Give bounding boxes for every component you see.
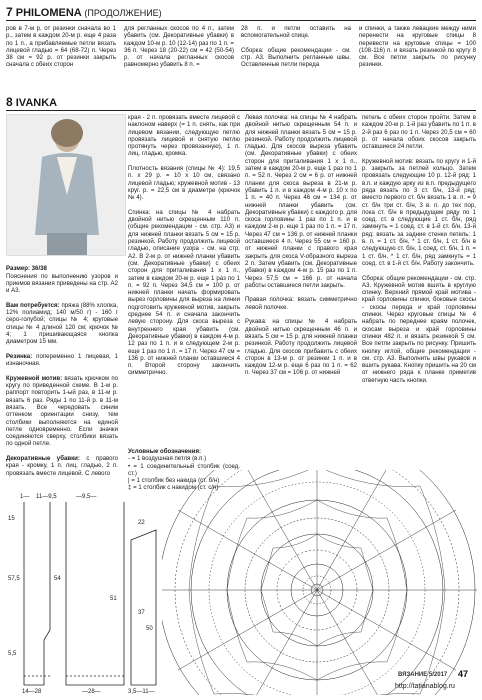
lace-text: вязать крючком по кругу по приведенной схеме. В 1-м р. раппорт повторить 1-ый раз, в 11-м р. вязать 6 раз. Ряды 1 по 11-й р. в 11-м вязать. Все чередовать синим оттенком ориентации снизу, тем столбики выполняются на единой петле одновременно. Если значки соединяются сверху, столбики вязать по одной петле. [6,374,118,448]
dec-text: с правого края - кромку, 1 п. лиц. гладью, 2 п. провязать вместе лицевой. С левого [6,455,118,477]
model-photo [6,114,126,256]
section-header-ivanka [6,96,57,109]
source-watermark[interactable]: http://tatianablog.ru [395,683,455,690]
pattern-schematic [6,490,166,695]
legend-item: | = 1 столбик без накида (ст. б/н) [128,477,220,485]
legend-heading: Условные обозначения: [128,448,202,455]
philomena-text-4: и спинки, а также левацкие между ними перенести на круговые спицы 8 перевести на круговые спицы = 100 (108-116) п. и вязать резинкой по кругу 8 см. Все петли закрыть по рисунку резинки. [359,25,476,69]
ivanka-middle-text-2: Левая полочка: на спицы № 4 набрать двойной нитью скрещенным 54 п. и для нижней планки вязать 5 см = 15 р. резинкой. Работу продолжить лицевой гладью. Для скосов выреза убавить (см. Декоративные убавки) с обеих сторон для приталивания 1 х 1 п., затем в каждом 20-м р. еще 1 раз по 1 п. = 52 п. Через 2 см = 6 р. от нижней планки для скоса выреза в 21-м р. убавить 1 п. и в каждом 4-м р. 10 х по 1 п. = 40 п. Через 46 см = 134 р. от нижней планки убавить (см. Декоративные убавки) с каждого р. для скоса горловины 1 раз по 1 п. и в каждом 2-м р. еще 1 раз по 1 п. = 17 п. Через 47 см = 136 р. от нижней планки оставшиеся 4 п. Через 55 см = 160 р. от нижней планки с правого края закрыть для скоса V-образного выреза 2 п. Затем убавить (см. Декоративные убавки) в каждом 4-м р. 15 раз по 1 п. Через 57,5 см = 166 р. от начала работы оставшиеся петли закрыть. Правая полочка: вязать симметрично левой полочке. Рукава: на спицы № 4 набрать двойной нитью скрещенным 46 п. и вязать 5 см = 15 р. для нижней планки резинкой. Работу продолжить лицевой гладью. Для скосов прибавить с обеих сторон в 13-м р. от резинки 1 п. и в каждом 12-м р. еще 6 раз по 1 п. = 62 п. Через 37 см = 106 р. от нижней [245,114,357,377]
section-title: IVANKA [15,97,58,109]
philomena-text-3: 28 п. и петли оставить на вспомогательной спице. Сборка: общие рекомендации - см. стр. А3. Выполнить регланные швы. Оставленные петли переда [241,25,351,69]
size-note: Пояснения по выполнению узоров и приемов вязания приведены на стр. А2 и А3. [6,272,118,295]
dim-label: 54 [54,576,61,582]
dim-label: 14—28 [22,689,42,695]
dim-label: 22 [138,520,145,526]
philomena-text-1: ров в 7-м р. от резинки сначала во 1 р., затем в каждом 20-м р. еще 4 раза по 1 п., а прибавляемые петли вязать лицевой гладью = 64 (68-72) п. Через 38 см = 92 р. от резинки закрыть сначала с обеих сторон [6,25,116,69]
model-photo-illustration [7,115,125,255]
header-rule [6,20,476,21]
rib-text: попеременно 1 лицевая, 1 изнаночная. [6,352,118,368]
magazine-name: ВЯЗАНИЕ 5/2017 [398,672,448,678]
section-number: 8 [6,95,13,109]
header-rule [6,110,476,111]
schematic-back-outline [66,502,124,685]
dim-label: 50 [146,626,153,632]
dim-label: 37 [138,610,145,616]
philomena-text-2: для регланных скосов по 4 п., затем убавить (см. Декоративные убавки) в каждом 10-м р. 10 (12-14) раз по 1 п. = 36 п. Через 18 (20-22) см = 42 (50-54) р. от начала регланных скосов равномерно убавить 8 п. = [124,25,234,69]
dim-label: 3,5—11— [128,689,155,695]
section-header-philomena [6,6,162,19]
legend-item: ‡ = 1 столбик с накидом (ст. с/н) [128,484,219,492]
schematic-front-outline [24,502,50,685]
page-number: 47 [458,669,469,679]
ivanka-middle-text-1: края - 2 п. провязать вместе лицевой с наклоном наверх (= 1 п. снять, как при лицевом вязании, следующую петлю провязать лицевой и снятую петлю протянуть через провязанную), 1 п. лиц. гладью, кромка. Плотность вязания (спицы № 4): 19,5 п. х 29 р. = 10 х 10 см, связано лицевой гладью; кружевной мотив - 13 круг. р. = 22,5 см в диаметре (крючок № 4). Спинка: на спицы № 4 набрать двойной нитью скрещенным 110 п. (общие рекомендации - см. стр. А3) и для нижней планки вязать 5 см = 15 р. резинкой. Работу продолжить лицевой гладью, описание узора - см. на стр. А2. В 2-м р. от нижней планки убавить (см. Декоративные убавки) с обеих сторон для приталивания 1 х 1 п., затем в каждом 20-м р. еще 1 раз по 1 п. = 92 п. Через 34,5 см = 100 р. от нижней планки начать формировать вырез горловины для выреза на линии подготовить кружевной мотив, закрыть среднее 54 п. и сначала закончить левую сторону. Для скоса выреза с внутреннего края убавить (см. Декоративные убавки) в каждом 4-м р. 12 раз по 1 п. и в следующем 2-м р. еще 1 раз по 1 п. = 17 п. Через 47 см = 136 р. от нижней планки оставшиеся 4 п. Второй сторону закончить симметрично. [128,114,240,377]
dec-heading: Декоративные убавки: [6,455,80,463]
crochet-chart [162,470,480,695]
section-subtitle: (ПРОДОЛЖЕНИЕ) [84,8,162,18]
rib-heading: Резинка: [6,352,33,360]
dim-label: 51 [110,596,117,602]
legend-item: - = 1 воздушная петля (в.п.) [128,455,207,463]
dim-label: 5,5 [8,651,17,657]
dim-label: —9,5— [76,494,97,500]
dim-label: 11—9,5 [36,494,57,500]
dim-label: 15 [8,516,15,522]
section-number: 7 [6,5,13,19]
ivanka-right-text: петель с обеих сторон пройти. Затем в каждом 20-м р. 1-й раз убавить по 1 п. в 2-й раз 6 раз по 1 п. Через 20,5 см = 60 р. от начала обоих скосов закрыть оставшиеся 24 петли. Кружевной мотив: вязать по кругу и 1-й р. закрыть за петлей кольцо. Затем провязать следующие 10 р. 12-й ряд: 1 в.п. и каждую арку из в.п. предыдущего ряда вязать по 3 ст. б/н, 13-й ряд: вместо первого ст. б/н вязать 1 в. п. = 9 ст. б/н три ст. б/н, 3 в. п. до тех пор, пока ст. б/н в предыдущем ряду по 1 соед. ст. в следующие 1 ст. б/н, ряд замкнуть = 1 соед. ст. в 1-й ст. б/н. 13-й ряд: вязать за задние стенки петель: 1 в. п. = 1 ст. б/н, * 1 ст. б/н, 1 ст. б/н в следующую ст. б/н, 1 соед. ст. б/н, 1 п. = 1 ст. б/н, * 1 ст. б/н, ряд замкнуть = 1 соед. ст. в 1-й ст. б/н. Работу закончить. Сборка: общие рекомендации - см. стр. А3. Кружевной мотив вшить в круглую спинку. Верхний прямой край мотива - край горловины спинки, боковые скосы - скосы переда и край горловины спинки. Через круговые спицы № 4 набрать по переднее краям полочек, скосам выреза и край горловины спинки 482 п. и вязать резинкой 5 см. Все петли закрыть по рисунку. Пришить кнопку иглой, общие рекомендации - см. стр. А3. Выполнить швы рукавов и вшить рукава. Кнопку пришить на 20 см от нижнего ряда к планке приметив ответную часть кнопки. [362,114,476,384]
schematic-sleeve-outline [131,530,156,685]
materials-text: пряжа (88% хлопка, 12% полиамид; 140 м/50 г) - 160 г серо-голубой; спицы № 4; круговые спицы № 4 длиной 120 см; крючок № 4; 1 пришивающаяся кнопка диаметром 15 мм. [6,301,118,346]
ivanka-left-text [6,258,118,490]
dim-label: 1— [20,494,30,500]
legend-item: • = 1 соединительный столбик (соед. ст.) [128,462,240,477]
dim-label: —28— [82,689,101,695]
dim-label: 57,5 [8,576,20,582]
materials-heading: Вам потребуется: [6,301,60,309]
size-heading: Размер: 36/38 [6,265,47,273]
lace-heading: Кружевной мотив: [6,374,63,382]
section-title: PHILOMENA [15,7,82,19]
